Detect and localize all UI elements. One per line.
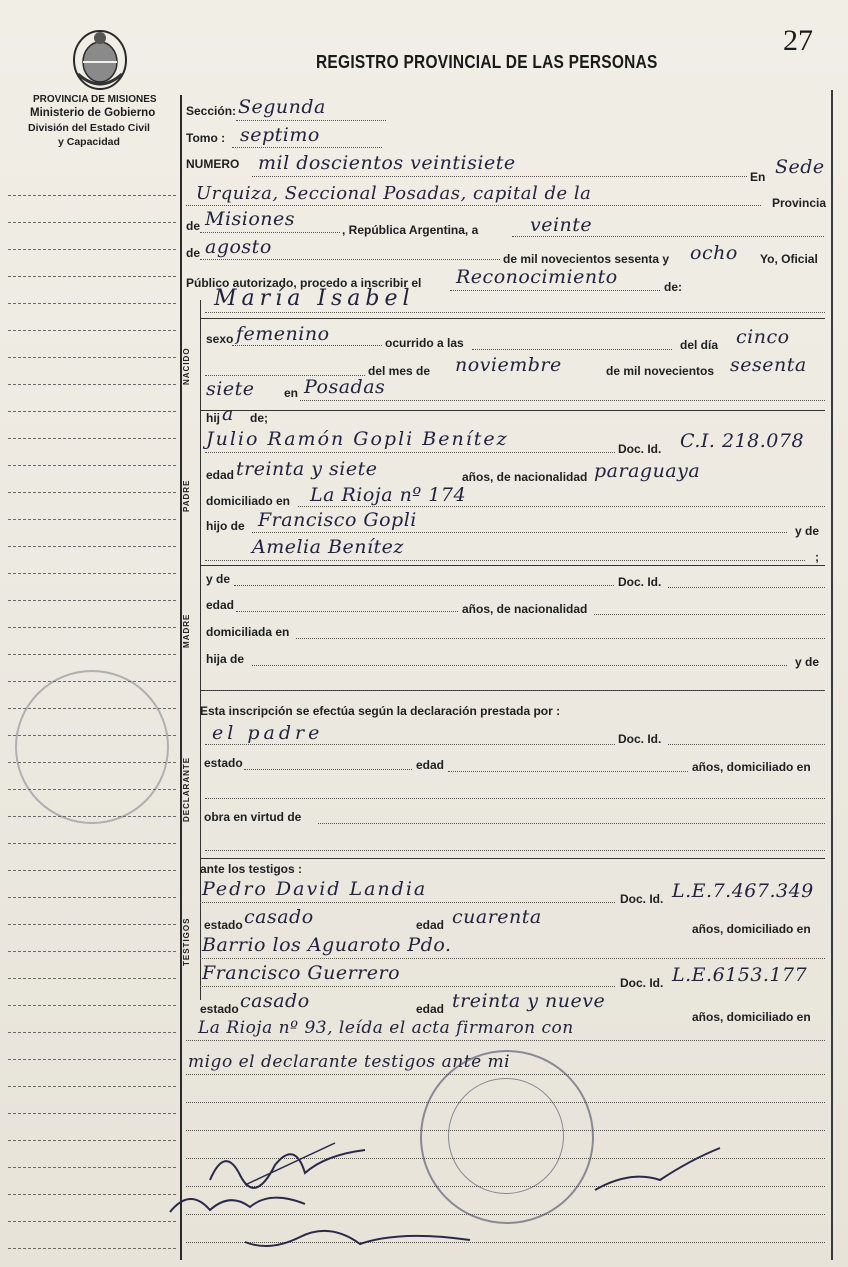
signature-testigo-2 <box>240 1222 480 1263</box>
label-yo-oficial: Yo, Oficial <box>760 252 818 266</box>
value-padre-edad: treinta y siete <box>236 458 378 480</box>
label-sexo: sexo <box>206 332 234 346</box>
value-hij-suffix: a <box>222 403 234 425</box>
label-testigos: TESTIGOS <box>182 917 191 966</box>
value-acto: Reconocimiento <box>456 266 618 288</box>
divider-nacido-top <box>200 318 825 319</box>
value-testigo-2-domicilio: La Rioja nº 93, leída el acta firmaron con <box>198 1018 574 1038</box>
label-ante-testigos: ante los testigos : <box>200 862 303 876</box>
value-testigo-1-estado: casado <box>244 906 314 928</box>
label-hijo-de: hijo de <box>206 519 245 533</box>
label-de-mil-novecientos: de mil novecientos <box>606 364 715 378</box>
label-ocurrido: ocurrido a las <box>385 336 464 350</box>
label-en-lower: en <box>284 386 299 400</box>
value-padre-domicilio: La Rioja nº 174 <box>310 484 467 506</box>
signature-testigo-1 <box>165 1182 325 1227</box>
label-estado-declarante: estado <box>204 756 243 770</box>
label-madre: MADRE <box>182 613 191 648</box>
value-testigo-1-edad: cuarenta <box>452 906 542 928</box>
value-testigo-1-doc: L.E.7.467.349 <box>672 880 814 902</box>
value-testigo-2-estado: casado <box>240 990 310 1012</box>
label-padre: PADRE <box>182 479 191 512</box>
label-numero: NUMERO <box>186 157 240 171</box>
label-semicolon: ; <box>815 550 819 564</box>
label-estado-testigo-2: estado <box>200 1002 239 1016</box>
value-mes: agosto <box>205 236 272 258</box>
label-doc-id-testigo-2: Doc. Id. <box>620 976 664 990</box>
value-abuela: Amelia Benítez <box>252 536 404 558</box>
value-seccion: Segunda <box>238 96 326 118</box>
label-edad-padre: edad <box>206 468 235 482</box>
label-republica: , República Argentina, a <box>342 223 479 237</box>
ministry-name: Ministerio de Gobierno <box>30 107 156 119</box>
label-declarante: DECLARANTE <box>182 756 191 822</box>
value-padre-nacionalidad: paraguaya <box>594 460 701 482</box>
label-del-mes-de: del mes de <box>368 364 431 378</box>
official-seal-stamp-inner <box>448 1078 564 1194</box>
value-testigo-2-doc: L.E.6153.177 <box>672 964 808 986</box>
label-hija-de: hija de <box>206 652 245 666</box>
margin-seal-stamp <box>15 670 169 824</box>
value-testigo-2: Francisco Guerrero <box>202 962 401 984</box>
value-en-place: Sede <box>775 156 825 178</box>
value-anio: ocho <box>690 242 738 264</box>
value-padre-doc: C.I. 218.078 <box>680 430 805 452</box>
value-testigo-1: Pedro David Landia <box>202 878 428 900</box>
main-left-border <box>180 95 182 1260</box>
coat-of-arms-icon <box>70 28 130 97</box>
label-de-semicolon: de; <box>250 411 268 425</box>
label-anos-nacionalidad: años, de nacionalidad <box>462 470 588 484</box>
label-anos-domiciliado-testigo-1: años, domiciliado en <box>692 922 811 936</box>
value-testigo-1-domicilio: Barrio los Aguaroto Pdo. <box>202 934 452 956</box>
division-name: División del Estado Civil <box>28 122 150 134</box>
label-del-dia: del día <box>680 338 719 352</box>
value-nombre: María Isabel <box>214 286 415 311</box>
divider-madre <box>200 565 825 566</box>
label-nacido: NACIDO <box>182 347 191 385</box>
label-tomo: Tomo : <box>186 131 226 145</box>
value-dia-nac: cinco <box>736 326 790 348</box>
label-inscripcion: Esta inscripción se efectúa según la declaración prestada por : <box>200 704 561 718</box>
label-seccion: Sección: <box>186 104 237 118</box>
value-padre-nombre: Julio Ramón Gopli Benítez <box>206 428 509 450</box>
label-publico: Público autorizado, procedo a inscribir el <box>186 276 422 290</box>
value-abuelo: Francisco Gopli <box>258 509 417 531</box>
divider-testigos <box>200 858 825 859</box>
value-sexo: femenino <box>236 323 330 345</box>
label-edad-madre: edad <box>206 598 235 612</box>
label-de-colon: de: <box>664 280 682 294</box>
value-place-line: Urquiza, Seccional Posadas, capital de la <box>196 183 592 204</box>
value-testigo-2-edad: treinta y nueve <box>452 990 606 1012</box>
section-border <box>200 300 201 1000</box>
page-title: REGISTRO PROVINCIAL DE LAS PERSONAS <box>316 52 658 72</box>
value-anio-nac-2: siete <box>206 378 255 400</box>
value-lugar-nac: Posadas <box>304 376 386 398</box>
label-anos-nacionalidad-madre: años, de nacionalidad <box>462 602 588 616</box>
page-number: 27 <box>783 24 813 57</box>
value-provincia: Misiones <box>205 208 296 230</box>
label-de-2: de <box>186 246 201 260</box>
label-edad-testigo-1: edad <box>416 918 445 932</box>
label-en: En <box>750 170 766 184</box>
label-domiciliada-en: domiciliada en <box>206 625 290 639</box>
right-border <box>831 90 833 1260</box>
label-edad-testigo-2: edad <box>416 1002 445 1016</box>
label-doc-id-declarante: Doc. Id. <box>618 732 662 746</box>
label-edad-declarante: edad <box>416 758 445 772</box>
label-obra: obra en virtud de <box>204 810 302 824</box>
value-declarante: el padre <box>212 722 324 744</box>
label-domiciliado-en: domiciliado en <box>206 494 291 508</box>
label-anos-domiciliado-declarante: años, domiciliado en <box>692 760 811 774</box>
value-tomo: septimo <box>240 124 320 146</box>
label-y-de-madre: y de <box>206 572 231 586</box>
value-numero: mil doscientos veintisiete <box>258 152 516 174</box>
value-anio-nac: sesenta <box>730 354 807 376</box>
label-anos-domiciliado-testigo-2: años, domiciliado en <box>692 1010 811 1024</box>
signature-oficial <box>590 1140 730 1205</box>
value-mes-nac: noviembre <box>455 354 562 376</box>
label-hij: hij <box>206 411 220 425</box>
label-doc-id-madre: Doc. Id. <box>618 575 662 589</box>
label-doc-id-padre: Doc. Id. <box>618 442 662 456</box>
value-cierre: migo el declarante testigos ante mi <box>188 1052 511 1072</box>
label-y-de-2: y de <box>795 655 820 669</box>
division-subname: y Capacidad <box>58 136 120 148</box>
label-provincia: Provincia <box>772 196 827 210</box>
label-y-de: y de <box>795 524 820 538</box>
label-doc-id-testigo-1: Doc. Id. <box>620 892 664 906</box>
value-dia: veinte <box>530 214 593 236</box>
province-name: PROVINCIA DE MISIONES <box>33 94 157 105</box>
label-mil-novecientos-sesenta-y: de mil novecientos sesenta y <box>503 252 670 266</box>
label-de: de <box>186 219 201 233</box>
divider-padre <box>200 410 825 411</box>
label-estado-testigo-1: estado <box>204 918 243 932</box>
